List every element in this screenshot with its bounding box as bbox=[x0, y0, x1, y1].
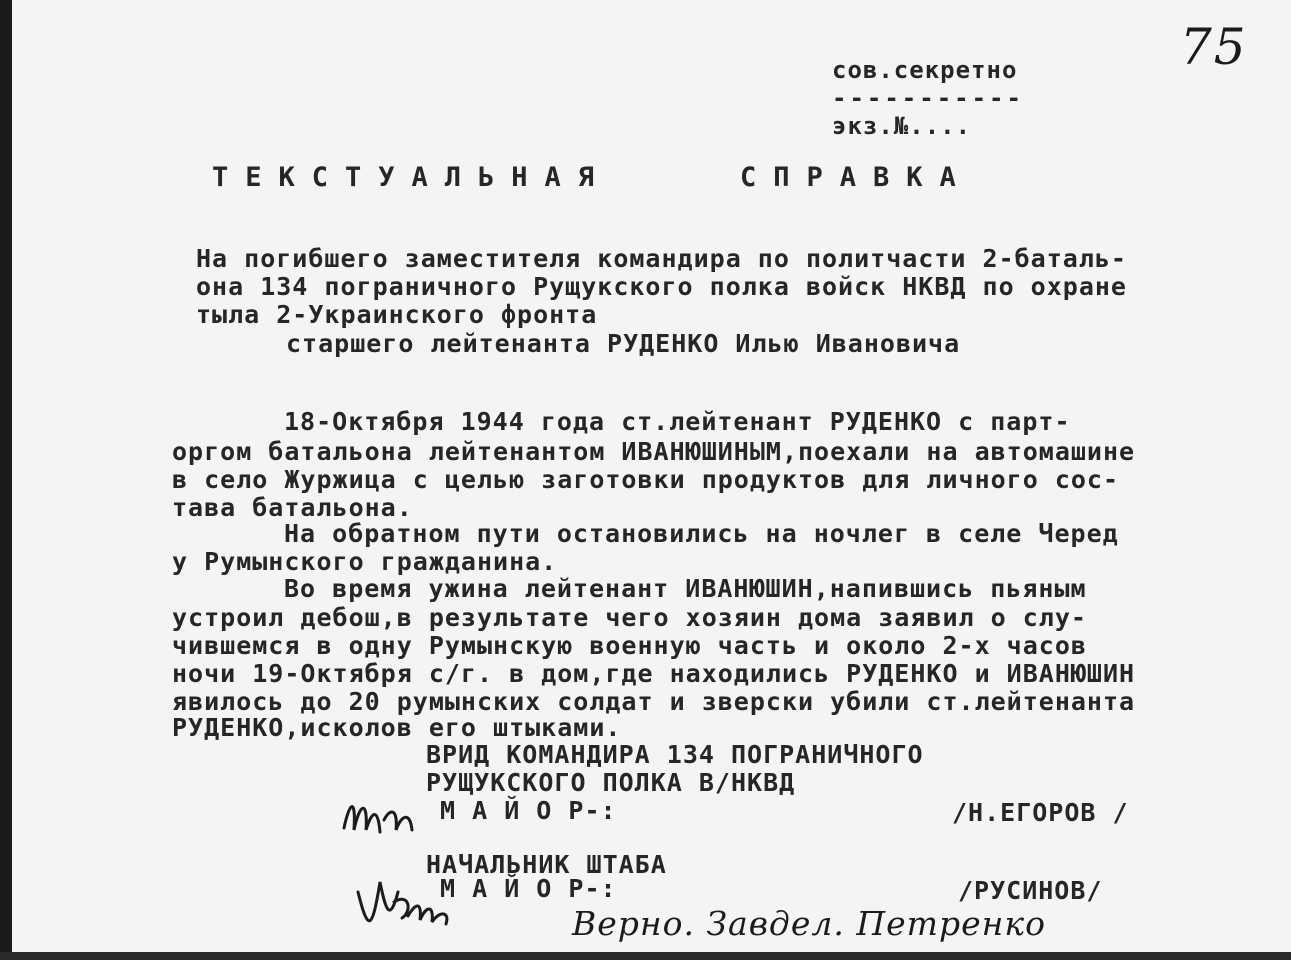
commander-name: /Н.ЕГОРОВ / bbox=[952, 798, 1129, 827]
commander-title: ВРИД КОМАНДИРА 134 ПОГРАНИЧНОГО bbox=[426, 740, 924, 769]
page-number: 75 bbox=[1180, 18, 1248, 76]
scan-edge bbox=[0, 0, 12, 960]
body-line: ночи 19-Октября с/г. в дом,где находились РУДЕНКО и ИВАНЮШИН bbox=[172, 659, 1136, 688]
body-line: явилось до 20 румынских солдат и зверски убили ст.лейтенанта bbox=[172, 687, 1136, 716]
chief-signature bbox=[350, 872, 460, 942]
body-line: На обратном пути остановились на ночлег в селе Черед bbox=[284, 519, 1119, 548]
secrecy-label: сов.секретно bbox=[832, 56, 1018, 84]
verification-note: Верно. Завдел. Петренко bbox=[572, 904, 1046, 943]
body-line: Во время ужина лейтенант ИВАНЮШИН,напившись пьяным bbox=[284, 574, 1087, 603]
scan-edge-bottom bbox=[0, 952, 1291, 960]
subject-line: она 134 пограничного Рущукского полка войск НКВД по охране bbox=[196, 272, 1127, 301]
body-line: оргом батальона лейтенантом ИВАНЮШИНЫМ,поехали на автомашине bbox=[172, 437, 1136, 466]
chief-title: НАЧАЛЬНИК ШТАБА bbox=[426, 850, 667, 879]
commander-rank: М А Й О Р-: bbox=[440, 796, 617, 825]
commander-title: РУЩУКСКОГО ПОЛКА В/НКВД bbox=[426, 768, 796, 797]
doc-title-right: СПРАВКА bbox=[740, 162, 973, 193]
body-line: устроил дебош,в результате чего хозяин дома заявил о слу- bbox=[172, 603, 1087, 632]
chief-name: /РУСИНОВ/ bbox=[958, 876, 1103, 905]
subject-line: старшего лейтенанта РУДЕНКО Илью Ивановича bbox=[286, 329, 961, 358]
subject-line: тыла 2-Украинского фронта bbox=[196, 300, 598, 329]
body-line: у Румынского гражданина. bbox=[172, 547, 558, 576]
copy-number: экз.№.... bbox=[832, 112, 972, 140]
body-line: тава батальона. bbox=[172, 493, 413, 522]
commander-signature bbox=[340, 790, 430, 840]
doc-title-left: ТЕКСТУАЛЬНАЯ bbox=[212, 162, 612, 193]
body-line: чившемся в одну Румынскую военную часть и около 2-х часов bbox=[172, 631, 1087, 660]
secrecy-rule: ----------- bbox=[832, 84, 1024, 112]
body-line: 18-Октября 1944 года ст.лейтенант РУДЕНКО с парт- bbox=[284, 407, 1071, 436]
chief-rank: М А Й О Р-: bbox=[440, 874, 617, 903]
body-line: в село Журжица с целью заготовки продуктов для личного сос- bbox=[172, 465, 1120, 494]
subject-line: На погибшего заместителя командира по политчасти 2-баталь- bbox=[196, 244, 1127, 273]
body-line: РУДЕНКО,исколов его штыками. bbox=[172, 713, 622, 742]
